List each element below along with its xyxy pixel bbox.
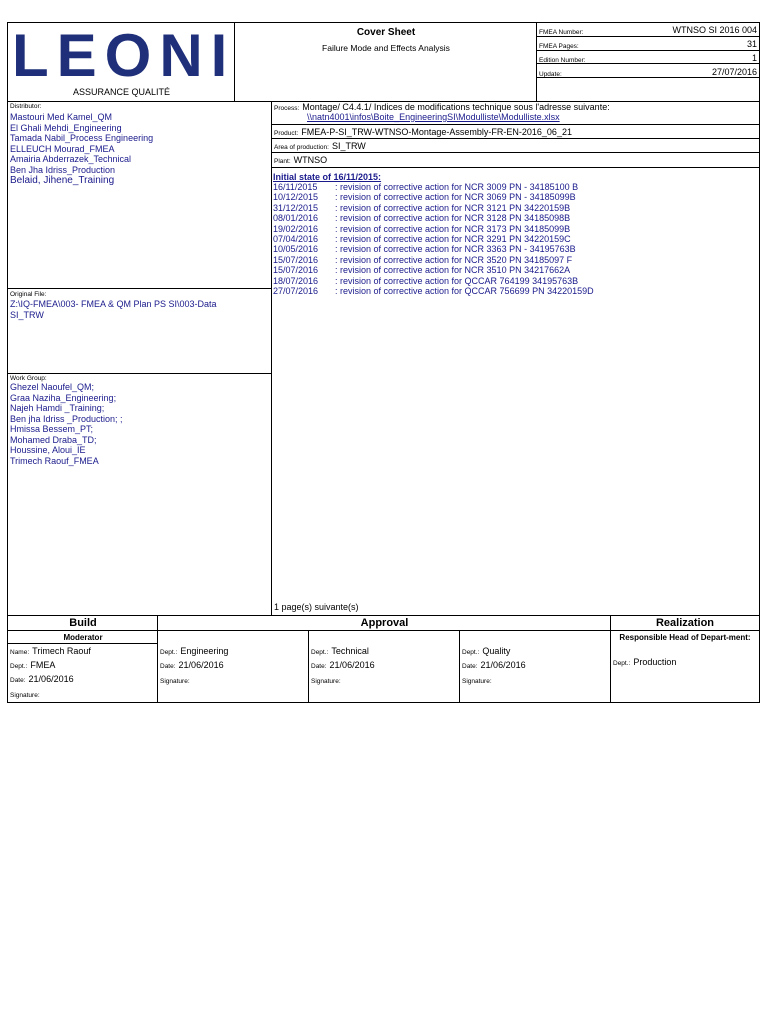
approval-dept: Engineering [180, 646, 229, 656]
distributor-name: Ben Jha Idriss_Production [10, 164, 116, 175]
change-date: 16/11/2015 [273, 182, 318, 192]
product-label: Product: [274, 130, 299, 137]
approval-date-field [462, 660, 526, 670]
area-label: Area of production: [274, 144, 329, 151]
approval-cell-quality [460, 631, 611, 702]
change-text: : revision of corrective action for NCR 3363 PN - 34195763B [335, 244, 576, 255]
logo-cell [8, 23, 235, 102]
date-label: Date: [160, 663, 176, 670]
work-group-member: Houssine, Aloui_IE [10, 445, 86, 455]
edition-number: 1 [751, 53, 757, 63]
build-date: 21/06/2016 [28, 674, 74, 684]
plant-field [274, 155, 327, 165]
distributor-name: Mastouri Med Kamel_QM [10, 112, 113, 122]
change-date: 15/07/2016 [273, 265, 319, 276]
approval-date-field [311, 660, 375, 670]
approval-dept-field [160, 646, 228, 656]
change-date: 07/04/2016 [273, 234, 319, 245]
fmea-pages: 31 [746, 39, 757, 49]
change-history-heading: Initial state of 16/11/2015: [273, 172, 382, 182]
approval-dept-field [462, 646, 510, 656]
work-group-member: Hmissa Bessem_PT; [10, 424, 94, 434]
page-title: Cover Sheet [356, 27, 416, 38]
pages-following-note: 1 page(s) suivante(s) [274, 602, 359, 612]
work-group-member: Trimech Raouf_FMEA [10, 455, 99, 466]
approval-dept: Quality [482, 646, 511, 656]
leoni-logo: LEONI [12, 22, 236, 89]
update-label: Update: [539, 71, 562, 78]
original-file-path [10, 299, 217, 320]
change-text: : revision of corrective action for QCCAR 756699 PN 34220159D [335, 286, 594, 297]
moderator-label: Moderator [63, 633, 103, 642]
build-date-field [10, 674, 74, 684]
original-file-path-line: SI_TRW [10, 309, 44, 320]
dept-label: Dept.: [462, 649, 480, 656]
info-divider-mid [537, 50, 759, 64]
area-value: SI_TRW [331, 141, 366, 151]
change-row [273, 234, 753, 244]
dept-label: Dept.: [613, 660, 631, 667]
work-group-member: Graa Naziha_Engineering; [10, 392, 117, 403]
signature-label: Signature: [10, 692, 40, 699]
build-header [8, 615, 158, 631]
approval-date: 21/06/2016 [178, 660, 224, 670]
dept-label: Dept.: [160, 649, 178, 656]
change-text: : revision of corrective action for NCR 3069 PN - 34185099B [335, 192, 576, 203]
change-text: : revision of corrective action for NCR 3291 PN 34220159C [335, 234, 571, 245]
approval-dept-field [311, 646, 369, 656]
change-row [273, 286, 753, 296]
approval-cell-technical [309, 631, 460, 702]
product-value: FMEA-P-SI_TRW-WTNSO-Montage-Assembly-FR-EN-2016_06_21 [301, 127, 572, 137]
change-date: 15/07/2016 [273, 254, 319, 265]
fmea-number: WTNSO SI 2016 004 [672, 25, 757, 35]
build-cell [8, 631, 158, 702]
work-group-member: Najeh Hamdi _Training; [10, 403, 105, 413]
work-group-cell [8, 374, 272, 615]
change-text: : revision of corrective action for NCR 3510 PN 34217662A [335, 265, 571, 276]
change-history [273, 172, 753, 296]
plant-cell [272, 153, 759, 168]
fmea-pages-label: FMEA Pages: [539, 43, 579, 50]
build-title: Build [69, 617, 97, 629]
build-dept: FMEA [30, 660, 56, 670]
realization-dept: Production [633, 657, 677, 667]
work-group-member: Mohamed Draba_TD; [10, 434, 97, 445]
original-file-label: Original File: [10, 291, 47, 298]
change-row [273, 276, 753, 286]
change-row [273, 265, 753, 275]
cover-sheet [7, 22, 760, 703]
distributor-list [10, 112, 153, 186]
change-date: 10/05/2016 [273, 244, 319, 255]
build-divider [8, 643, 158, 644]
build-dept-field [10, 660, 55, 670]
approval-dept: Technical [331, 646, 369, 656]
dept-label: Dept.: [311, 649, 329, 656]
name-label: Name: [10, 649, 30, 656]
approval-date-field [160, 660, 224, 670]
original-file-cell [8, 289, 272, 374]
change-text: : revision of corrective action for NCR 3128 PN 34185098B [335, 213, 571, 224]
process-field [274, 102, 610, 112]
date-label: Date: [462, 663, 478, 670]
change-row [273, 192, 753, 202]
distributor-name: Tamada Nabil_Process Engineering [10, 133, 154, 143]
work-group-label: Work Group: [10, 375, 47, 382]
realization-header [611, 615, 759, 631]
build-name-field [10, 646, 91, 656]
plant-label: Plant: [274, 158, 291, 165]
change-text: : revision of corrective action for NCR 3173 PN 34185099B [335, 223, 571, 234]
change-text: : revision of corrective action for QCCAR 764199 34195763B [335, 275, 579, 286]
date-label: Date: [10, 677, 26, 684]
original-file-path-line: Z:\IQ-FMEA\003- FMEA & QM Plan PS SI\003-Data [10, 299, 217, 309]
plant-value: WTNSO [293, 155, 328, 165]
date-label: Date: [311, 663, 327, 670]
area-cell [272, 139, 759, 153]
approval-header [158, 615, 611, 631]
change-text: : revision of corrective action for NCR 3520 PN 34185097 F [335, 254, 573, 265]
process-cell [272, 102, 759, 125]
change-text: : revision of corrective action for NCR 3121 PN 34220159B [335, 202, 571, 213]
change-row [273, 224, 753, 234]
update-date: 27/07/2016 [711, 67, 757, 77]
area-field [274, 141, 366, 151]
process-link[interactable]: \\natn4001\infos\Boite_EngineeringSI\Modulliste\Modulliste.xlsx [307, 112, 560, 122]
change-date: 31/12/2015 [273, 202, 319, 213]
distributor-name: El Ghali Mehdi_Engineering [10, 122, 122, 133]
fmea-number-label: FMEA Number: [539, 29, 584, 36]
product-field [274, 127, 572, 137]
change-row [273, 213, 753, 223]
change-date: 27/07/2016 [273, 286, 319, 297]
approval-signature-field [311, 675, 344, 685]
distributor-cell [8, 102, 272, 289]
edition-label: Edition Number: [539, 57, 586, 64]
change-row [273, 255, 753, 265]
change-row [273, 244, 753, 254]
change-date: 18/07/2016 [273, 275, 319, 286]
work-group-member: Ghezel Naoufel_QM; [10, 382, 95, 392]
build-name: Trimech Raouf [32, 646, 91, 656]
change-text: : revision of corrective action for NCR 3009 PN - 34185100 B [335, 182, 579, 192]
build-signature-field [10, 689, 43, 699]
responsible-head-label: Responsible Head of Depart-ment: [619, 633, 751, 642]
product-cell [272, 125, 759, 139]
change-date: 19/02/2016 [273, 223, 319, 234]
approval-title: Approval [360, 617, 409, 629]
realization-dept-field [613, 657, 676, 667]
work-group-list [10, 382, 123, 466]
signature-label: Signature: [311, 678, 341, 685]
approval-date: 21/06/2016 [329, 660, 375, 670]
approval-cell-engineering [158, 631, 309, 702]
change-date: 08/01/2016 [273, 213, 319, 224]
approval-date: 21/06/2016 [480, 660, 526, 670]
distributor-name: ELLEUCH Mourad_FMEA [10, 143, 115, 154]
change-row [273, 203, 753, 213]
department-label: ASSURANCE QUALITÉ [72, 87, 171, 97]
change-row [273, 182, 753, 192]
dept-label: Dept.: [10, 663, 28, 670]
page-subtitle: Failure Mode and Effects Analysis [322, 43, 450, 53]
distributor-label: Distributor: [10, 103, 42, 110]
distributor-name: Belaid, Jihene_Training [10, 175, 115, 186]
signature-label: Signature: [462, 678, 492, 685]
approval-signature-field [160, 675, 193, 685]
process-label: Process: [274, 105, 300, 112]
realization-cell [611, 631, 759, 702]
title-cell [235, 23, 537, 102]
approval-signature-field [462, 675, 495, 685]
realization-title: Realization [655, 617, 715, 629]
distributor-name: Amairia Abderrazek_Technical [10, 154, 132, 164]
change-date: 10/12/2015 [273, 192, 319, 203]
signature-label: Signature: [160, 678, 190, 685]
work-group-member: Ben jha Idriss _Production; ; [10, 413, 123, 424]
process-value: Montage/ C4.4.1/ Indices de modifications technique sous l'adresse suivante: [302, 102, 610, 112]
